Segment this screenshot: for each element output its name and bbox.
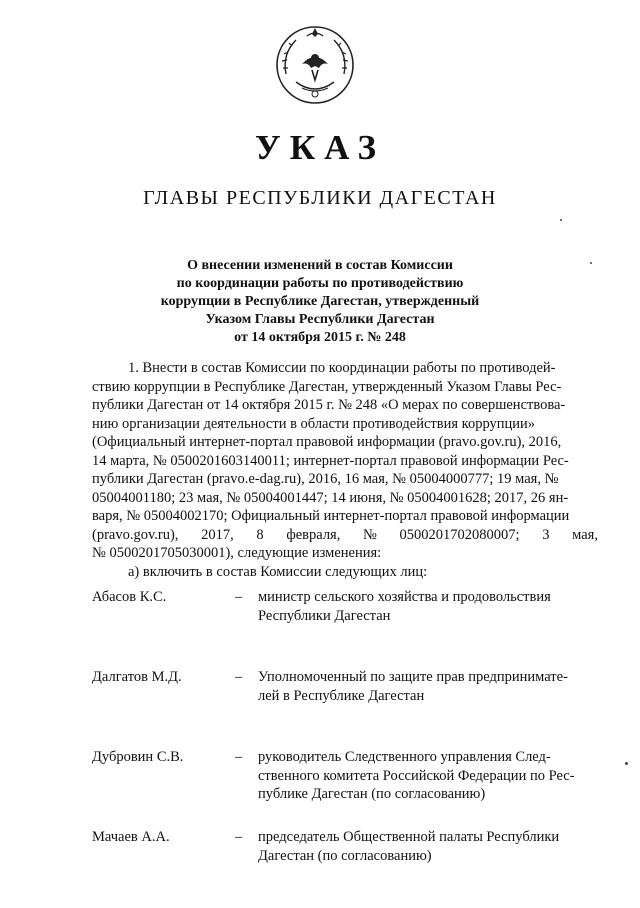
member-name: Дубровин С.В. — [92, 749, 184, 765]
role-line: министр сельского хозяйства и продовольствия — [258, 589, 551, 605]
body-line: публики Дагестан от 14 октября 2015 г. № 248 «О мерах по совершенствова- — [92, 397, 566, 413]
member-entry — [92, 828, 598, 908]
body-line: 14 марта, № 0500201603140011; интернет-портал правовой информации Рес- — [92, 452, 569, 469]
body-line: публики Дагестан (pravo.e-dag.ru), 2016, 16 мая, № 05004000777; 19 мая, № — [92, 471, 559, 487]
member-name: Далгатов М.Д. — [92, 669, 182, 685]
role-line: Дагестан (по согласованию) — [258, 847, 432, 864]
word: 8 — [256, 526, 264, 543]
decree-heading — [0, 257, 640, 347]
document-subtitle: ГЛАВЫ РЕСПУБЛИКИ ДАГЕСТАН — [143, 187, 497, 209]
scan-speck — [590, 262, 592, 264]
member-entry — [92, 588, 598, 668]
role-line: руководитель Следственного управления След- — [258, 749, 551, 765]
word: 3 — [542, 526, 550, 543]
member-list — [92, 588, 598, 908]
heading-line: коррупции в Республике Дагестан, утвержденный — [160, 294, 480, 309]
word: мая, — [572, 526, 598, 543]
role-line: Уполномоченный по защите прав предпринимате- — [258, 669, 568, 685]
role-line: Республики Дагестан — [258, 607, 391, 624]
member-dash: – — [235, 749, 243, 765]
heading-line: О внесении изменений в состав Комиссии — [187, 258, 453, 273]
member-name: Мачаев А.А. — [92, 829, 170, 845]
role-line: публике Дагестан (по согласованию) — [258, 786, 486, 802]
scan-speck — [560, 219, 562, 221]
role-line: председатель Общественной палаты Республики — [258, 829, 560, 845]
role-line: лей в Республике Дагестан — [258, 687, 425, 704]
member-entry — [92, 748, 598, 828]
body-line: варя, № 05004002170; Официальный интернет-портал правовой информации — [92, 508, 570, 524]
word: 2017, — [201, 526, 234, 543]
member-role — [258, 828, 598, 865]
member-entry — [92, 668, 598, 748]
heading-line: от 14 октября 2015 г. № 248 — [234, 330, 406, 345]
body-line: № 0500201705030001), следующие изменения: — [92, 545, 382, 561]
body-line: (Официальный интернет-портал правовой информации (pravo.gov.ru), 2016, — [92, 434, 562, 450]
heading-line: Указом Главы Республики Дагестан — [205, 312, 435, 327]
scan-speck — [625, 762, 628, 765]
body-line: 05004001180; 23 мая, № 05004001447; 14 июня, № 05004001628; 2017, 26 ян- — [92, 489, 569, 506]
word: февраля, — [286, 526, 341, 543]
decree-body — [92, 359, 598, 581]
member-name: Абасов К.С. — [92, 589, 167, 605]
member-dash: – — [235, 589, 243, 605]
heading-line: по координации работы по противодействию — [176, 276, 464, 291]
dagestan-coat-of-arms-icon — [272, 22, 358, 108]
word: № — [363, 526, 377, 543]
member-dash: – — [235, 669, 243, 685]
member-role — [258, 668, 598, 705]
word: 0500201702080007; — [399, 526, 520, 543]
document-title: УКАЗ — [255, 128, 385, 167]
body-line: ствию коррупции в Республике Дагестан, утвержденный Указом Главы Рес- — [92, 378, 562, 395]
member-role — [258, 748, 598, 804]
member-role — [258, 588, 598, 625]
member-dash: – — [235, 829, 243, 845]
body-line: 1. Внести в состав Комиссии по координации работы по противодей- — [128, 360, 556, 376]
subpoint-text: а) включить в состав Комиссии следующих лиц: — [128, 563, 428, 580]
body-line: нию организации деятельности в области противодействия коррупции» — [92, 415, 536, 432]
role-line: ственного комитета Российской Федерации по Рес- — [258, 767, 575, 784]
word: (pravo.gov.ru), — [92, 526, 179, 543]
body-line-justified — [92, 526, 598, 545]
